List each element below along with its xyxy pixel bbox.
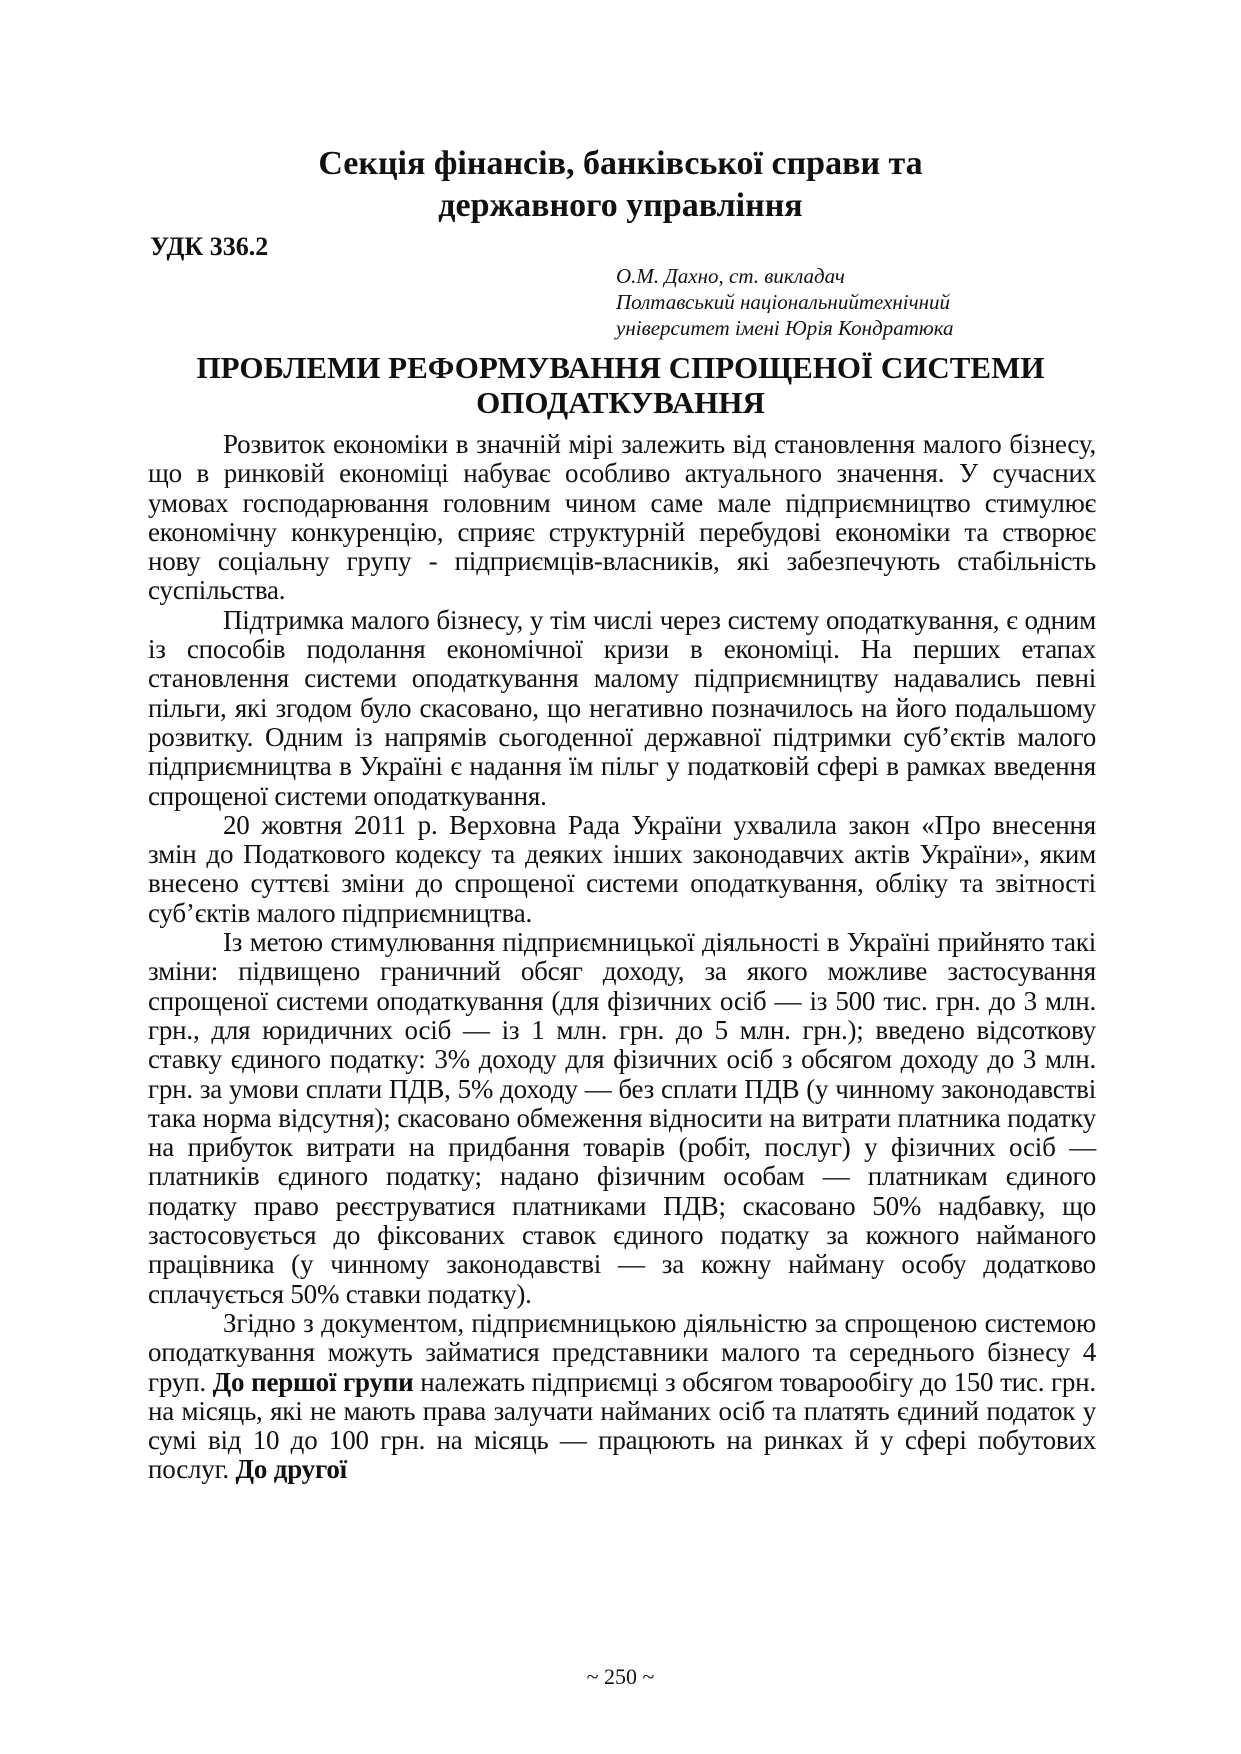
paragraph-3: 20 жовтня 2011 р. Верховна Рада України ухвалила закон «Про внесення змін до Податкового кодексу та деяких інших законодавчих актів України», яким внесено суттєві зміни до спрощеної системи оподаткування, обліку та звітності суб’єктів малого підприємництва. (148, 809, 1096, 928)
article-title-line-2: ОПОДАТКУВАННЯ (476, 385, 765, 420)
page-number: ~ 250 ~ (586, 1664, 655, 1689)
article-body (148, 430, 1096, 1485)
author-block (616, 263, 954, 341)
paragraph-2: Підтримка малого бізнесу, у тім числі через систему оподаткування, є одним із способів подолання економічної кризи в економіці. На перших етапах становлення системи оподаткування малому підприємництву надавались певні пільги, які згодом було скасовано, що негативно позначилось на його подальшому розвитку. Одним із напрямів сьогоденної державної підтримки суб’єктів малого підприємництва в Україні є надання їм пільг у податковій сфері в рамках введення спрощеної системи оподаткування. (148, 604, 1096, 811)
article-title (0, 350, 1241, 420)
author-affiliation-line-1: Полтавський національнийтехнічний (616, 290, 951, 314)
paragraph-5-text-c: належать підприємці з обсягом товарообігу до 150 тис. грн. на місяць, які не мають права залучати найманих осіб та платять єдиний податок у сумі від 10 до 100 грн. на місяць — працюють на ринках й у сфері побутових послуг. (148, 1366, 1096, 1485)
section-title-line-1: Секція фінансів, банківської справи та (318, 145, 923, 182)
author-name: О.М. Дахно, ст. викладач (616, 264, 845, 288)
second-group-label: До другої (235, 1454, 347, 1485)
first-group-label: До першої групи (212, 1366, 414, 1397)
paragraph-5 (148, 1309, 1096, 1485)
paragraph-4: Із метою стимулювання підприємницької діяльності в Україні прийнято такі зміни: підвищено граничний обсяг доходу, за якого можливе застосування спрощеної системи оподаткування (для фізичних осіб — із 500 тис. грн. до 3 млн. грн., для юридичних осіб — із 1 млн. грн. до 5 млн. грн.); введено відсоткову ставку єдиного податку: 3% доходу для фізичних осіб з обсягом доходу до 3 млн. грн. за умови сплати ПДВ, 5% доходу — без сплати ПДВ (у чинному законодавстві така норма відсутня); скасовано обмеження відносити на витрати платника податку на прибуток витрати на придбання товарів (робіт, послуг) у фізичних осіб — платників єдиного податку; надано фізичним особам — платникам єдиного податку право реєструватися платниками ПДВ; скасовано 50% надбавку, що застосовується до фіксованих ставок єдиного податку за кожного найманого працівника (у чинному законодавстві — за кожну найману особу додатково сплачується 50% ставки податку). (148, 927, 1096, 1309)
author-affiliation-line-2: університет імені Юрія Кондратюка (616, 316, 954, 340)
article-title-line-1: ПРОБЛЕМИ РЕФОРМУВАННЯ СПРОЩЕНОЇ СИСТЕМИ (196, 350, 1045, 385)
section-title-line-2: державного управління (438, 187, 803, 224)
section-title (0, 143, 1241, 227)
udc-code: УДК 336.2 (150, 232, 269, 261)
paragraph-5-text-a: Згідно з документом, підприємницькою діяльністю за спрощеною системою оподаткування можуть займатися представники малого та середнього бізнесу 4 груп. (148, 1307, 1096, 1397)
paragraph-1: Розвиток економіки в значній мірі залежить від становлення малого бізнесу, що в ринковій економіці набуває особливо актуального значення. У сучасних умовах господарювання головним чином саме мале підприємництво стимулює економічну конкуренцію, сприяє структурній перебудові економіки та створює нову соціальну групу - підприємців-власників, які забезпечують стабільність суспільства. (148, 429, 1096, 606)
